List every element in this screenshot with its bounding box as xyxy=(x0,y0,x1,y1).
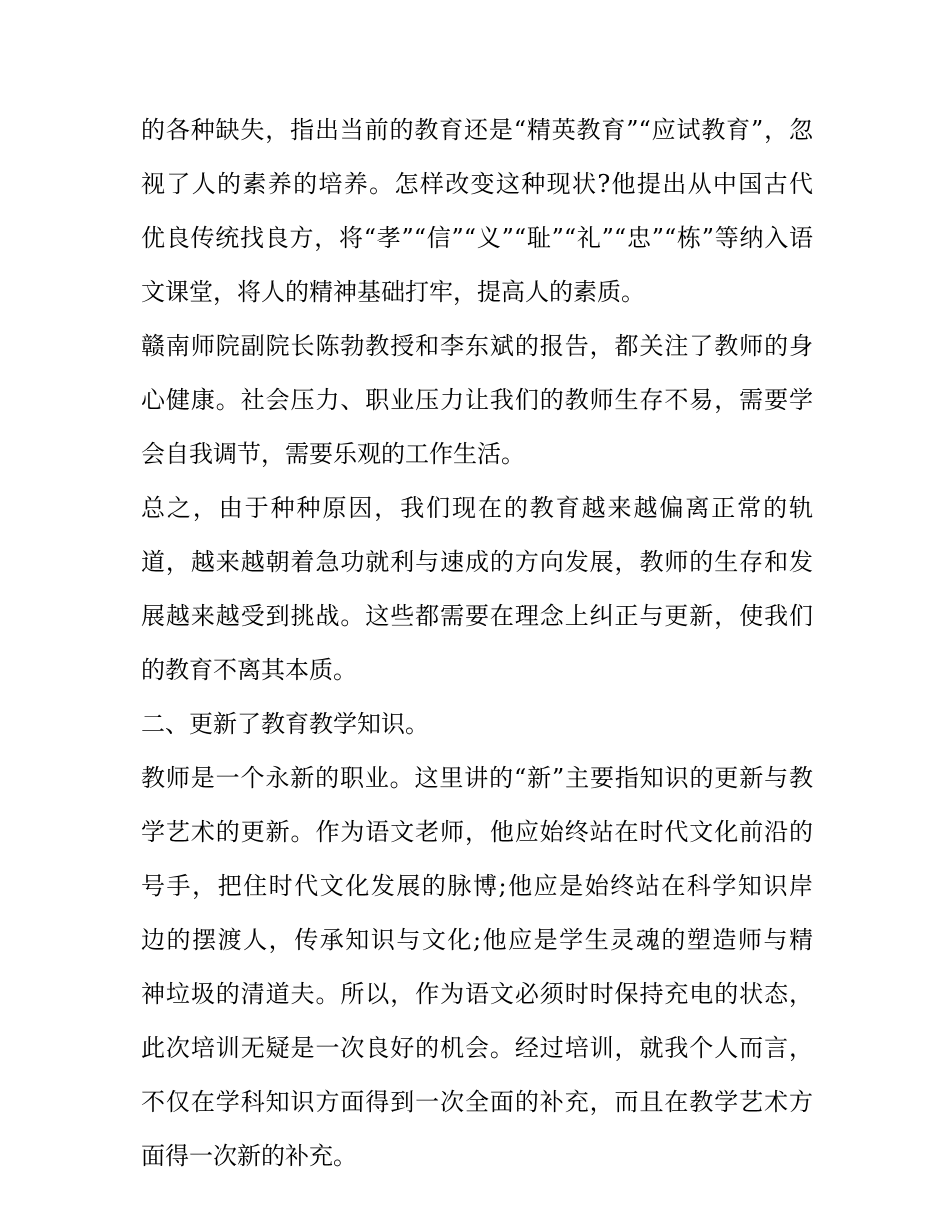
text-line: 心健康。社会压力、职业压力让我们的教师生存不易，需要学 xyxy=(141,386,813,414)
document-body xyxy=(141,103,813,1183)
text-line: 文课堂，将人的精神基础打牢，提高人的素质。 xyxy=(141,278,645,306)
text-line: 道，越来越朝着急功就利与速成的方向发展，教师的生存和发 xyxy=(141,548,813,576)
text-line: 的各种缺失，指出当前的教育还是“精英教育”“应试教育”，忽 xyxy=(141,116,813,144)
text-line: 此次培训无疑是一次良好的机会。经过培训，就我个人而言， xyxy=(141,1034,813,1062)
text-line: 会自我调节，需要乐观的工作生活。 xyxy=(141,440,525,468)
text-line: 号手，把住时代文化发展的脉博;他应是始终站在科学知识岸 xyxy=(141,872,813,900)
text-line: 展越来越受到挑战。这些都需要在理念上纠正与更新，使我们 xyxy=(141,602,813,630)
text-line: 教师是一个永新的职业。这里讲的“新”主要指知识的更新与教 xyxy=(141,764,813,792)
text-line: 的教育不离其本质。 xyxy=(141,656,357,684)
text-line: 优良传统找良方，将“孝”“信”“义”“耻”“礼”“忠”“栋”等纳入语 xyxy=(141,224,813,252)
text-line: 视了人的素养的培养。怎样改变这种现状?他提出从中国古代 xyxy=(141,170,813,198)
text-line: 神垃圾的清道夫。所以，作为语文必须时时保持充电的状态， xyxy=(141,980,813,1008)
text-line: 边的摆渡人，传承知识与文化;他应是学生灵魂的塑造师与精 xyxy=(141,926,813,954)
text-line: 总之，由于种种原因，我们现在的教育越来越偏离正常的轨 xyxy=(141,494,813,522)
text-line: 赣南师院副院长陈勃教授和李东斌的报告，都关注了教师的身 xyxy=(141,332,813,360)
text-line: 面得一次新的补充。 xyxy=(141,1142,357,1170)
text-line: 学艺术的更新。作为语文老师，他应始终站在时代文化前沿的 xyxy=(141,818,813,846)
text-line: 不仅在学科知识方面得到一次全面的补充，而且在教学艺术方 xyxy=(141,1088,813,1116)
section-heading: 二、更新了教育教学知识。 xyxy=(141,710,429,738)
